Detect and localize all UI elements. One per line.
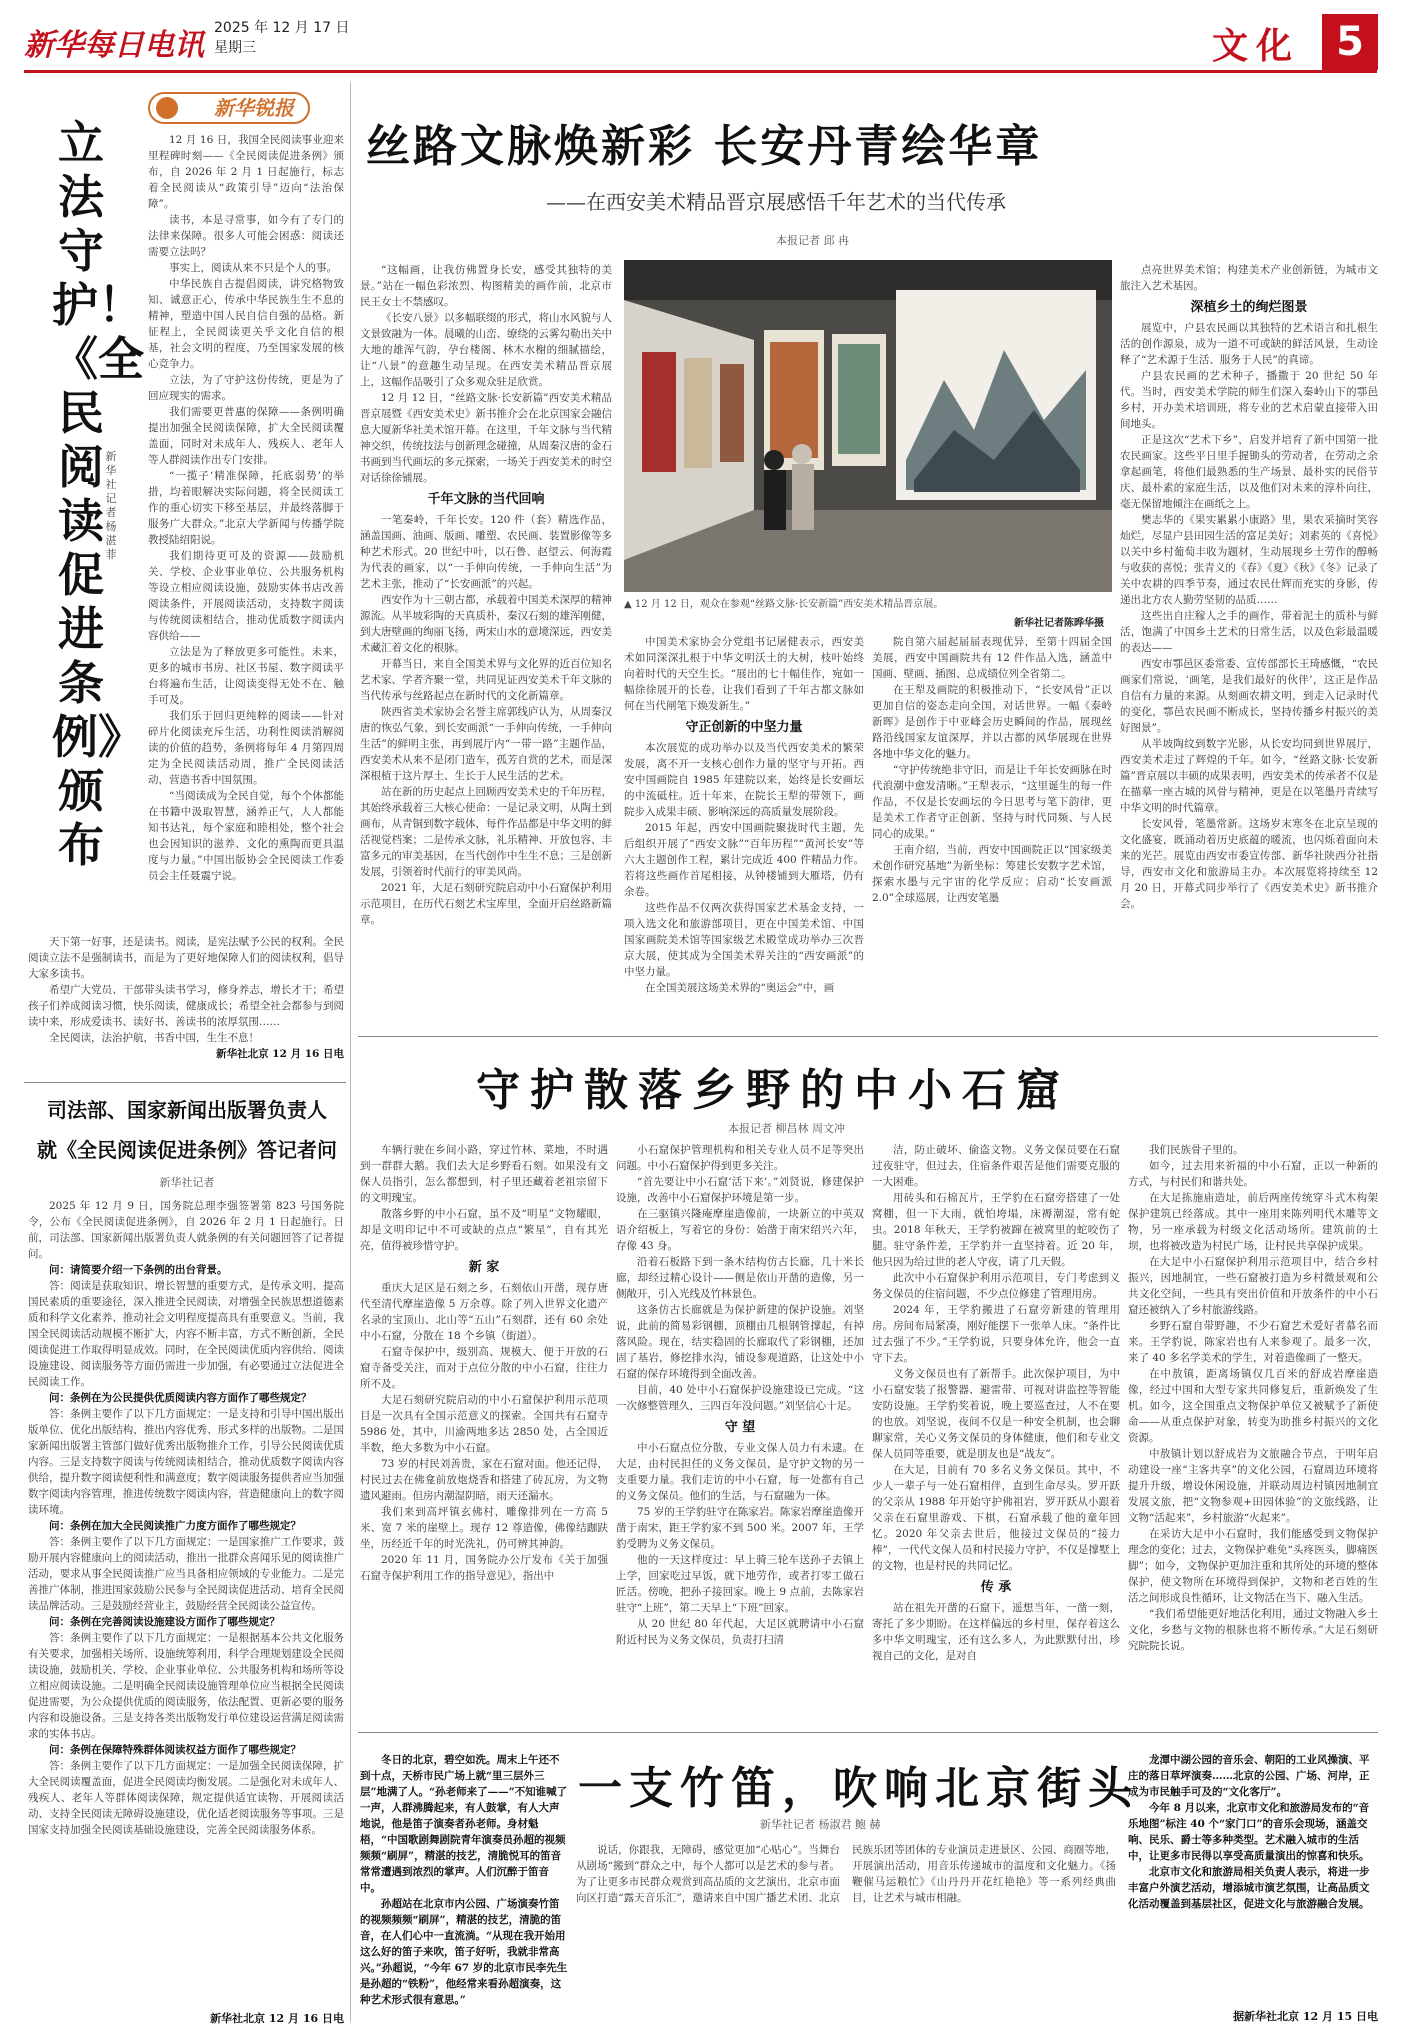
qa-paragraph: 2025 年 12 月 9 日，国务院总理李强签署第 823 号国务院令，公布《全民阅读促进条例》，自 2026 年 2 月 1 日起施行。日前，司法部、国家新闻出版署负责人就条例的有关问题回答了记者提问。 xyxy=(28,1200,344,1260)
editorial-paragraph: 立法是为了释放更多可能性。未来，更多的城市书房、社区书屋、数字阅读平台将遍布生活，让阅读变得无处不在、触手可及。 xyxy=(148,646,344,706)
article-paragraph: 从 20 世纪 80 年代起，大足区就聘请中小石窟附近村民为义务文保员，负责打扫清 xyxy=(616,1618,864,1646)
section-name: 文化 xyxy=(1212,25,1301,67)
editorial-title: 立法守护！《全民阅读促进条例》颁布 xyxy=(52,116,144,872)
article-paragraph: 2015 年起，西安中国画院聚拢时代主题，先后组织开展了“西安文脉”“百年历程”“黄河长安”等六大主题创作工程，累计完成近 400 件精品力作。若将这些画作首尾相接，从钟楼铺到大雁塔，仍有余卷。 xyxy=(624,822,864,898)
grotto-article-title: 守护散落乡野的中小石窟 xyxy=(476,1065,1070,1116)
qa-question: 问：请简要介绍一下条例的出台背景。 xyxy=(49,1264,228,1276)
editorial-paragraph: 读书，本是寻常事，如今有了专门的法律来保障。很多人可能会困惑：阅读还需要立法吗？ xyxy=(148,214,344,258)
editorial-paragraph: 希望广大党员、干部带头读书学习，修身养志，增长才干；希望孩子们养成阅读习惯，快乐阅读，健康成长；希望全社会都参与到阅读中来，形成爱读书、读好书、善读书的浓厚氛围…… xyxy=(28,984,344,1028)
article-paragraph: 2020 年 11 月，国务院办公厅发布《关于加强石窟寺保护利用工作的指导意见》，指出中 xyxy=(360,1554,608,1582)
masthead-date xyxy=(214,18,350,58)
article-paragraph: 散落乡野的中小石窟，虽不及“明星”文物耀眼，却是文明印记中不可或缺的点点“繁星”，自有其光亮，值得被珍惜守护。 xyxy=(360,1208,608,1252)
editorial-paragraph: “一揽子‘精准保障，托底弱势’的举措，均着眼解决实际问题，将全民阅读工作的重心切实下移至基层，并最终落脚于服务广大群众。”北京大学新闻与传播学院教授陆绍阳说。 xyxy=(148,470,344,546)
article-paragraph: 石窟寺保护中，级别高、规模大、便于开放的石窟寺备受关注，而对于点位分散的中小石窟，往往力所不及。 xyxy=(360,1346,608,1390)
article-paragraph: 西安市鄠邑区委常委、宣传部部长王琦感慨，“农民画家们常说，‘画笔，是我们最好的伙伴’，这正是作品自信有力量的来源。从刻画农耕文明，到走入记录时代的变化，鄠邑农民画不断成长，坚持传播乡村振兴的美好图景”。 xyxy=(1120,658,1378,734)
article-paragraph: 在全国美展这场美术界的“奥运会”中，画 xyxy=(645,982,835,994)
article-paragraph: 本次展览的成功举办以及当代西安美术的繁荣发展，离不开一支核心创作力量的坚守与开拓。西安中国画院自 1985 年建院以来，始终是长安画坛的中流砥柱。近十年来，在院长王犁的带领下，画院步入成果丰硕、影响深远的高质量发展阶段。 xyxy=(624,742,864,818)
article-paragraph: 73 岁的村民刘善贵，家在石窟对面。他还记得，村民过去在佛龛前放炮烧香和搭建了砖瓦房，为文物遗风避雨。但房内潮湿阴暗，雨天还漏水。 xyxy=(360,1458,608,1502)
photo-credit: 新华社记者陈晔华摄 xyxy=(1014,618,1104,629)
article-paragraph: 陕西省美术家协会名誉主席郭线庐认为，从周秦汉唐的恢弘气象，到长安画派“一手伸向传统，一手伸向生活”的鲜明主张，再到展厅内“一带一路”主题作品，西安美术从来不是闭门造车，孤芳自赏的艺术，而是深深根植于这片厚土、生长于人民生活的艺术。 xyxy=(360,706,612,782)
article-paragraph: 这些作品不仅两次获得国家艺术基金支持，一项入选文化和旅游部项目，更在中国美术馆、中国国家画院美术馆等国家级艺术殿堂成功举办三次晋京大展，使其成为全国美术界关注的“西安画派”的中坚力量。 xyxy=(624,902,864,978)
article-paragraph: 沿着石板路下到一条木结构仿古长廊，几十米长廊，却经过精心设计——侧是依山开凿的造像，另一侧敞开，引入光线及竹林景色。 xyxy=(616,1256,864,1300)
article-paragraph: 开幕当日，来自全国美术界与文化界的近百位知名艺术家、学者齐聚一堂，共同见证西安美术千年文脉的当代传承与丝路起点在新时代的文化新篇章。 xyxy=(360,658,612,702)
flute-article-body xyxy=(576,1842,1116,2024)
grotto-article-col3 xyxy=(872,1142,1120,1714)
article-paragraph: 说话，你跟我，无障碍，感觉更加“心贴心”。当舞台从剧场“搬到”群众之中，每个人都可以是艺术的参与者。为了让更多市民群众观赏到高品质的文艺演出，北京市面向区打造“露天音乐汇”，邀请来自中国广播艺术团、北京民族乐团等团体的专业演员走进景区、公园、商圈等地，开展演出活动，用音乐传递城市的温度和文化魅力。《扬鞭催马运粮忙》《山丹丹开花红艳艳》等一系列经典曲目，让艺术与城市相融。 xyxy=(576,1844,1116,1904)
article-subheading: 新 家 xyxy=(468,1260,500,1275)
editorial-paragraph: 中华民族自古提倡阅读，讲究格物致知、诚意正心，传承中华民族生生不息的精神，塑造中国人民自信自强的品格。新征程上，全民阅读更关乎文化自信的根基，社会文明的程度，乃至国家发展的核心竞争力。 xyxy=(148,278,344,370)
badge-label: 新华锐报 xyxy=(214,96,294,120)
gallery-scene-illustration xyxy=(624,260,1112,592)
editorial-paragraph: “当阅读成为全民自觉，每个个体都能在书籍中汲取智慧，涵养正气，人人都能知书达礼，每个家庭和睦相处，整个社会也会因知识的滋养、文化的熏陶而更具温度与力量。”中国出版协会全民阅读工作委员会主任聂震宁说。 xyxy=(148,790,344,882)
article-paragraph: 中小石窟点位分散，专业文保人员力有未逮。在大足，由村民担任的义务文保员，是守护文物的另一支重要力量。我们走访的中小石窟，每一处都有自己的义务文保员。他们的生活，与石窟融为一体。 xyxy=(616,1442,864,1502)
qa-question: 问：条例在为公民提供优质阅读内容方面作了哪些规定？ xyxy=(49,1392,312,1404)
editorial-byline: 新华社记者 杨湛菲 xyxy=(105,450,117,561)
article-paragraph: 车辆行驶在乡间小路，穿过竹林、菜地，不时遇到一群群大鹅。我们去大足乡野看石刻。如果没有文保人员指引，怎么都想到，村子里还藏着老祖宗留下的文明瑰宝。 xyxy=(360,1144,608,1204)
article-paragraph: 此次中小石窟保护利用示范项目，专门考虑到义务文保员的住宿问题，不少点位修建了管理用房。 xyxy=(872,1272,1120,1300)
speaker-icon xyxy=(156,97,178,119)
article-subheading: 传 承 xyxy=(980,1580,1012,1595)
article-paragraph: 西安作为十三朝古都，承载着中国美术深厚的精神源流。从半坡彩陶的天真质朴，秦汉石刻的雄浑刚健，到大唐壁画的绚丽飞扬，两宋山水的意境深远，西安美术藏汇着文化的根脉。 xyxy=(360,594,612,654)
grotto-article-byline: 本报记者 柳昌林 周文冲 xyxy=(728,1122,845,1135)
newspaper-logo: 新华每日电讯 xyxy=(24,28,204,63)
main-article-col5 xyxy=(1120,262,1378,1018)
photo-caption: ▲ 12 月 12 日，观众在参观“丝路文脉·长安新篇”西安美术精品晋京展。 xyxy=(624,599,944,610)
article-paragraph: 一笔秦岭，千年长安。120 件（套）精选作品，涵盖国画、油画、版画、雕塑、农民画、装置影像等多种艺术形式。20 世纪中叶，以石鲁、赵望云、何海霞为代表的画家，以“一手伸向传统，一手伸向生活”为艺术主张，推动了“长安画派”的兴起。 xyxy=(360,514,612,590)
article-paragraph: 他的一天这样度过：早上骑三轮车送孙子去镇上上学，回家吃过早饭，就下地劳作，或者打零工做石匠活。傍晚，把孙子接回家。晚上 9 点前，去陈家岩驻守“上班”，第二天早上“下班”回家。 xyxy=(616,1554,864,1614)
flute-article-signoff: 据新华社北京 12 月 15 日电 xyxy=(1233,2010,1378,2023)
article-paragraph: 中国美术家协会分党组书记屠健表示，西安美术如同深深扎根于中华文明沃土的大树，枝叶始终向着时代的天空生长。“展出的七十幅佳作，宛如一幅徐徐展开的长卷，让我们看到了千年古都文脉如何在当代闸笔下焕发新生。” xyxy=(624,636,864,712)
section-divider xyxy=(358,1732,1378,1733)
editorial-body-tail xyxy=(28,934,344,1060)
section-divider xyxy=(358,1036,1378,1037)
article-paragraph: 重庆大足区是石刻之乡，石刻依山开凿，现存唐代至清代摩崖造像 5 万余尊。除了列入世界文化遗产名录的宝顶山、北山等“五山”石刻群，还有 60 余处中小石窟，分散在 18 个乡镇（街道）。 xyxy=(360,1282,608,1342)
main-article-col3 xyxy=(624,634,864,1018)
qa-answer: 答：条例主要作了以下几方面规定：一是根据基本公共文化服务有关要求，加强相关场所、设施统筹利用，科学合理规划建设全民阅读设施，鼓励机关、学校、企业事业单位、公共服务机构和场所等设立相应阅读设施。二是明确全民阅读设施管理单位应当根据全民阅读促进需要，为公众提供优质的阅读服务，依法配置、更新必要的服务内容和设施设备。三是支持各类出版物发行单位建设运营满足阅读需求的实体书店。 xyxy=(28,1632,344,1740)
article-paragraph: “我们希望能更好地活化利用，通过文物融入乡土文化，乡愁与文物的根脉也将不断传承。”大足石刻研究院院长说。 xyxy=(1128,1608,1378,1652)
article-paragraph: 在中敖镇，距离场镇仅几百米的舒成岩摩崖造像，经过中国和大型专家共同修复后，重新焕发了生机。如今，这全国重点文物保护单位又被赋予了新使命——从重点保护对象，转变为助推乡村振兴的文化资源。 xyxy=(1128,1368,1378,1444)
grotto-article-col2 xyxy=(616,1142,864,1714)
article-paragraph: 目前，40 处中小石窟保护设施建设已完成。“这一次修整管理久，三四百年没问题。”刘坚信心十足。 xyxy=(616,1384,864,1412)
main-article-col1 xyxy=(360,262,612,1018)
article-paragraph: 在大足中小石窟保护利用示范项目中，结合乡村振兴，因地制宜，一些石窟被打造为乡村微景观和公共文化空间，一些具有突出价值和开放条件的中小石窟还被纳入了乡村旅游线路。 xyxy=(1128,1256,1378,1316)
article-paragraph: 长安风骨，笔墨常新。这场岁末寒冬在北京呈现的文化盛宴，既涌动着历史底蕴的暖流，也闪烁着面向未来的光芒。展览由西安市委宣传部、新华社陕西分社指导，西安市文化和旅游局主办。本次展览将持续至 12 月 20 日，开幕式同步举行了《西安美术史》新书推介会。 xyxy=(1120,818,1378,910)
qa-article-title-1: 司法部、国家新闻出版署负责人 xyxy=(47,1098,327,1122)
exhibition-photo xyxy=(624,260,1112,592)
issue-weekday: 星期三 xyxy=(214,40,256,56)
article-paragraph: 如今，过去用来祈福的中小石窟，正以一种新的方式，与村民们和谐共处。 xyxy=(1128,1160,1378,1188)
article-paragraph: “守护传统绝非守旧，而是让千年长安画脉在时代浪潮中愈发清晰。”王犁表示，“这里诞生的每一件作品，不仅是长安画坛的今日思考与笔下韵律，更是美术工作者守正创新、坚持与时代同频、与人民同心的成果。” xyxy=(872,764,1112,840)
flute-lead-left xyxy=(360,1752,568,2024)
article-paragraph: 洁，防止破坏、偷盗文物。义务文保员要在石窟过夜驻守，但过去，住宿条件艰苦是他们需要克服的一大困难。 xyxy=(872,1144,1120,1188)
article-paragraph: 在大足，目前有 70 多名义务文保员。其中，不少人一辈子与一处石窟相伴，直到生命尽头。罗开跃的父亲从 1988 年开始守护佛祖岩，罗开跃从小跟着父亲在石窟里游戏、下棋，石窟承载了他的童年回忆。2020 年父亲去世后，他接过文保员的“接力棒”，一代代文保人员和村民接力守护，不仅是撑墅上的文物，也是村民的共同记忆。 xyxy=(872,1464,1120,1572)
article-paragraph: 2024 年，王学豹搬进了石窟旁新建的管理用房。房间布局紧凑，刚好能摆下一张单人床。“条件比过去强了不少。”王学豹说，只要身体允许，他会一直守下去。 xyxy=(872,1304,1120,1364)
qa-article-title-2: 就《全民阅读促进条例》答记者问 xyxy=(37,1138,337,1162)
editorial-paragraph: 我们期待更可及的资源——鼓励机关、学校、企业事业单位、公共服务机构等设立相应阅读设施，鼓励实体书店改善阅读条件，开展阅读活动，支持数字阅读与传统阅读相结合，推动优质数字阅读内容供给—— xyxy=(148,550,344,642)
grotto-article-col4 xyxy=(1128,1142,1378,1714)
editorial-signoff: 新华社北京 12 月 16 日电 xyxy=(216,1048,344,1060)
article-paragraph: 小石窟保护管理机构和相关专业人员不足等突出问题。中小石窟保护得到更多关注。 xyxy=(616,1144,864,1172)
editorial-body xyxy=(148,132,344,934)
grotto-article-col1 xyxy=(360,1142,608,1714)
article-paragraph: 在王犁及画院的积极推动下，“长安风骨”正以更加自信的姿态走向全国，对话世界。一幅《泰岭新晖》是创作于中亚峰会历史瞬间的作品，展现丝路沿线国家友谊深厚，并以古都的风华展现在世界各地中华文化的魅力。 xyxy=(872,684,1112,760)
section-divider xyxy=(24,1082,346,1083)
article-paragraph: “这幅画，让我仿佛置身长安，感受其独特的美景。”站在一幅色彩浓烈、构图精美的画作前，北京市民王女士不禁感叹。 xyxy=(360,264,612,308)
article-paragraph: 今年 8 月以来，北京市文化和旅游局发布的“音乐地图”标注 40 个“家门口”的音乐会现场，涵盖交响、民乐、爵士等多种类型。艺术融入城市的生活中，让更多市民得以享受高质量演出的惊喜和快乐。 xyxy=(1128,1802,1370,1862)
article-subheading: 守正创新的中坚力量 xyxy=(685,720,803,735)
qa-question: 问：条例在保障特殊群体阅读权益方面作了哪些规定？ xyxy=(49,1744,301,1756)
article-paragraph: 户县农民画的艺术种子，播撒于 20 世纪 50 年代。当时，西安美术学院的师生们深入秦岭山下的鄠邑乡村，开办美术培训班，将专业的艺术启蒙直接带入田间地头。 xyxy=(1120,370,1378,430)
masthead-rule xyxy=(24,70,1377,73)
xinhua-commentary-badge xyxy=(148,92,310,124)
article-paragraph: 我们民族骨子里的。 xyxy=(1149,1144,1244,1156)
article-paragraph: 用砖头和石棉瓦片，王学豹在石窟旁搭建了一处窝棚，但一下大雨，就怕垮塌，床褥潮湿，常有蛇虫。2018 年秋天，王学豹被蹿在被窝里的蛇咬伤了腿。驻守条件差，王学豹并一直坚持着。近 20 年，他只因为给过世的老人守夜，请了几天假。 xyxy=(872,1192,1120,1268)
qa-answer: 答：条例主要作了以下几方面规定：一是加强全民阅读保障，扩大全民阅读覆盖面，促进全民阅读均衡发展。二是强化对未成年人、残疾人、老年人等群体阅读保障，规定提供适宜读物、开展阅读活动、支持全民阅读无障碍设施建设，优化适老阅读服务等事项。三是国家支持加强全民阅读基础设施建设，完善全民阅读服务体系。 xyxy=(28,1760,344,1836)
article-paragraph: 义务文保员也有了新帮手。此次保护项目，为中小石窟安装了报警器、避雷带、可视对讲监控等智能安防设施。王学豹奖着说，晚上要巡查过，人不在要的也放。刘坚说，夜间不仅是一种安全机制，也会聊聊家常，关心义务文保员的身体健康，他们和专业文保人员同等重要，就是朋友也是“战友”。 xyxy=(872,1368,1120,1460)
editorial-paragraph: 我们需要更普惠的保障——条例明确提出加强全民阅读保障，扩大全民阅读覆盖面，同时对未成年人、残疾人、老年人等人群阅读作出专门安排。 xyxy=(148,406,344,466)
qa-question: 问：条例在加大全民阅读推广力度方面作了哪些规定？ xyxy=(49,1520,301,1532)
main-article-subtitle: ——在西安美术精品晋京展感悟千年艺术的当代传承 xyxy=(546,190,1006,214)
article-paragraph: 75 岁的王学豹驻守在陈家岩。陈家岩摩崖造像开凿于南宋，距王学豹家不到 500 米。2007 年，王学豹受聘为义务文保员。 xyxy=(616,1506,864,1550)
article-subheading: 深植乡土的绚烂图景 xyxy=(1190,300,1308,315)
article-paragraph: 展览中，户县农民画以其独特的艺术语言和扎根生活的创作源泉，成为一道不可或缺的鲜活风景，生动诠释了“艺术源于生活、服务于人民”的真谛。 xyxy=(1120,322,1378,366)
article-paragraph: 在三驱镇兴隆庵摩崖造像前，一块新立的中英双语介绍板上，写着它的身份：始凿于南宋绍兴六年，存像 43 身。 xyxy=(616,1208,864,1252)
page-number: 5 xyxy=(1322,14,1378,70)
masthead xyxy=(0,0,1401,80)
qa-answer: 答：条例主要作了以下几方面规定：一是国家推广工作要求，鼓励开展内容健康向上的阅读活动，推出一批群众喜闻乐见的阅读推广活动，要求从事全民阅读推广应当具备相应领域的专业能力。二是完善推广体制，推进国家鼓励公民参与全民阅读促进活动、培育全民阅读品牌活动。三是鼓励经营业主，鼓励经营全民阅读公益宣传。 xyxy=(28,1536,344,1612)
article-subheading: 守 望 xyxy=(724,1420,756,1435)
flute-article-title: 一支竹笛，吹响北京街头 xyxy=(578,1763,1139,1814)
article-paragraph: 正是这次“艺术下乡”，启发并培育了新中国第一批农民画家。这些平日里手握锄头的劳动者，在劳动之余拿起画笔，将他们最熟悉的生产场景、最朴实的民俗节庆、最朴素的家庭生活，以及他们对未来的淳朴向往，毫无保留地倾注在画纸之上。 xyxy=(1120,434,1378,510)
article-paragraph: 冬日的北京，碧空如洗。周末上午还不到十点，天桥市民广场上就“里三层外三层”地满了人。“孙老师来了——”不知谁喊了一声，人群沸腾起来，有人鼓掌，有人大声地说，他是笛子演奏者孙老师。身材魁梧，“中国歌剧舞剧院青年演奏员孙超的视频频频“刷屏”，精湛的技艺，清脆悦耳的笛音常常遭遇到浓烈的掌声。人们沉醉于笛音中。 xyxy=(360,1754,568,1894)
editorial-paragraph: 全民阅读，法治护航，书香中国，生生不息！ xyxy=(49,1032,259,1044)
main-article-byline: 本报记者 邱 冉 xyxy=(776,234,849,247)
editorial-paragraph: 天下第一好事，还是读书。阅读，是宪法赋予公民的权利。全民阅读立法不是强制读书，而是为了更好地保障人们的阅读权利，倡导大家多读书。 xyxy=(28,936,344,980)
article-paragraph: 站在新的历史起点上回顾西安美术史的千年历程，其始终承载着三大核心使命：一是记录文明，从陶土到画布，从青铜到数字载体，每件作品都是中华文明的鲜活视觉档案；二是传承文脉，礼乐精神、开放包容、丰富多元的审美基因，在当代创作中生生不息；三是创新发展，引领着时代前行的审美风尚。 xyxy=(360,786,612,878)
article-paragraph: 在大足拣施庙造址，前后两座传统穿斗式木构架保护建筑已经落成。其中一座用来陈列明代木雕等文物，另一座承载为村级文化活动场所。建筑前的土坝，也将被改造为村民广场，让村民共享保护成果。 xyxy=(1128,1192,1378,1252)
article-paragraph: 大足石刻研究院启动的中小石窟保护利用示范项目是一次具有全国示范意义的探索。全国共有石窟寺 5986 处，其中，川渝两地多达 2850 处，占全国近半数，绝大多数为中小石窟。 xyxy=(360,1394,608,1454)
article-paragraph: 中敖镇计划以舒成岩为文旅融合节点，于明年启动建设一座“主客共享”的文化公园，石窟周边环境将提升升级，增设休闲设施，并联动周边村镇因地制宜发展文旅，把“文物参观+田园体验”的文旅线路，让文物“活起来”，乡村旅游“火起来”。 xyxy=(1128,1448,1378,1524)
qa-article-signoff: 新华社北京 12 月 16 日电 xyxy=(210,2012,344,2025)
editorial-paragraph: 立法，为了守护这份传统，更是为了回应现实的需求。 xyxy=(148,374,344,402)
article-paragraph: 院自第六届起届届表现优异，至第十四届全国美展，西安中国画院共有 12 件作品入选，涵盖中国画、壁画、插图、总成绩位列全省第二。 xyxy=(872,636,1112,680)
article-subheading: 千年文脉的当代回响 xyxy=(427,492,545,507)
article-paragraph: 在采访大足中小石窟时，我们能感受到文物保护理念的变化；过去，文物保护难免“头疼医头，脚痛医脚”；如今，文物保护更加注重和其所处的环境的整体保护，使文物所在环境得到保护，文物和老百姓的生活之间形成良性循环，让文物活在当下、融入生活。 xyxy=(1128,1528,1378,1604)
article-paragraph: 我们来到高坪镇玄佛村，雕像排列在一方高 5 米、宽 7 米的崖壁上。现存 12 尊造像，佛像结跏趺坐，历经近千年的时光洗礼，仍可辨其神韵。 xyxy=(360,1506,608,1550)
article-paragraph: 孙超站在北京市内公园、广场演奏竹笛的视频频频“刷屏”，精湛的技艺，清脆的笛音，在人们心中一直流淌。“从现在我开始用这么好的笛子来吹，笛子好听，我就非常高兴。”孙超说，“今年 67 岁的北京市民李先生是孙超的“铁粉”，他经常来看孙超演奏，这种艺术形式很有意思。” xyxy=(360,1898,568,2006)
flute-article-byline: 新华社记者 杨淑君 鲍 赫 xyxy=(760,1818,881,1831)
article-paragraph: 樊志华的《果实累累小康路》里，果农采摘时笑容灿烂，尽显户县田园生活的富足美好；刘素英的《喜悦》以关中乡村葡萄丰收为题材，生动展现乡土劳作的醇畅与收获的喜悦；张青义的《春》《夏》《秋》《冬》记录了关中农耕的四季节奏，通过农民仕辉而充实的身影，传递出北方农人勤劳坚韧的品质…… xyxy=(1120,514,1378,606)
editorial-paragraph: 12 月 16 日，我国全民阅读事业迎来里程碑时刻——《全民阅读促进条例》颁布，自 2026 年 2 月 1 日起施行，标志着全民阅读从“政策引导”迈向“法治保障”。 xyxy=(148,134,344,210)
article-paragraph: 12 月 12 日，“丝路文脉·长安新篇”西安美术精品晋京展暨《西安美术史》新书推介会在北京国家会融信息大厦新华社美术馆开幕。在这里，千年文脉与当代精神交织，传统技法与创新理念碰撞，从周秦汉唐的金石书画到当代画坛的多元探索，一场关于西安美术的时空对话徐徐铺展。 xyxy=(360,392,612,484)
main-article-col4 xyxy=(872,634,1112,1018)
editorial-paragraph: 事实上，阅读从来不只是个人的事。 xyxy=(169,262,337,274)
article-paragraph: 王南介绍，当前，西安中国画院正以“国家级美术创作研究基地”为新坐标：筹建长安数字艺术馆，探索水墨与元宇宙的化学反应；启动“长安画派 2.0”全球巡展，让西安笔墨 xyxy=(872,844,1112,904)
article-paragraph: 龙潭中湖公园的音乐会、朝阳的工业风操演、平庄的落日草坪演奏……北京的公园、广场、河岸，正成为市民触手可及的“文化客厅”。 xyxy=(1128,1754,1370,1798)
qa-answer: 答：阅读是获取知识、增长智慧的重要方式，是传承文明、提高国民素质的重要途径，深入推进全民阅读，对增强全民族思想道德素质和科学文化素养、推动社会文明程度提高具有重要意义。当前，我国全民阅读活动规模不断扩大，内容不断丰富，方式不断创新，全民阅读促进工作取得明显成效。同时，在全民阅读优质内容供给、阅读设施建设、阅读服务等方面仍需进一步加强，有必要通过立法促进全民阅读工作。 xyxy=(28,1280,344,1388)
article-paragraph: 《长安八景》以多幅联缀的形式，将山水风貌与人文景致融为一体。晨曦的山峦、缭绕的云雾勾勒出关中大地的雄浑气韵，孕台楼阁、林木水榭的细腻描绘，让“八景”的意趣生动呈现。在西安美术精品晋京展上，这幅作品吸引了众多观众驻足欣赏。 xyxy=(360,312,612,388)
article-paragraph: 这条仿古长廊就是为保护新建的保护设施。刘坚说，此前的简易彩钢棚，顶棚由几根钢管撑起，有掉落风险。现在，结实稳固的长廊取代了彩钢棚，还加固了基岩，修挖排水沟，铺设参观道路，让这处中小石窟的保存环境得到全面改善。 xyxy=(616,1304,864,1380)
article-paragraph: 乡野石窟自带野趣，不少石窟艺术爱好者慕名而来。王学豹说，陈家岩也有人来参观了。最多一次，来了 40 多名学美术的学生，对着造像画了一整天。 xyxy=(1128,1320,1378,1364)
column-divider xyxy=(350,82,351,2022)
qa-article-byline: 新华社记者 xyxy=(159,1176,215,1189)
flute-lead-right xyxy=(1128,1752,1378,2004)
editorial-paragraph: 我们乐于回归更纯粹的阅读——针对碎片化阅读充斥生活，功利性阅读消解阅读的价值的趋势，条例将每年 4 月第四周定为全民阅读活动周，推广全民阅读活动，营造书香中国氛围。 xyxy=(148,710,344,786)
qa-question: 问：条例在完善阅读设施建设方面作了哪些规定？ xyxy=(49,1616,280,1628)
qa-article-body xyxy=(28,1198,344,2008)
article-paragraph: 点亮世界美术馆；构建美术产业创新链，为城市文旅注入艺术基因。 xyxy=(1120,264,1378,292)
article-paragraph: 站在祖先开凿的石窟下，遥想当年，一凿一刻，寄托了多少期盼。在这样偏远的乡村里，保存着这么多中华文明瑰宝，还有这么多人，为此默默付出，珍视自己的文化，是对自 xyxy=(872,1602,1120,1662)
issue-date: 2025 年 12 月 17 日 xyxy=(214,20,350,36)
article-paragraph: “首先要让中小石窟‘活下来’。”刘贤说，修建保护设施，改善中小石窟保护环境是第一步。 xyxy=(616,1176,864,1204)
article-paragraph: 北京市文化和旅游局相关负责人表示，将进一步丰富户外演艺活动，增添城市演艺氛围，让高品质文化活动覆盖到基层社区，促进文化与旅游融合发展。 xyxy=(1128,1866,1370,1910)
main-article-title: 丝路文脉焕新彩 长安丹青绘华章 xyxy=(366,121,1043,172)
qa-answer: 答：条例主要作了以下几方面规定：一是支持和引导中国出版出版单位、优化出版结构，推出内容优秀、形式多样的出版物。二是国家新闻出版署主管部门做好优秀出版物推介工作，引导公民阅读优质内容。三是支持数字阅读与传统阅读相结合，推动优质数字阅读内容供给，提升数字阅读便利性和满意度；数字阅读服务提供者应当加强数字阅读内容管理，推进传统数字阅读内容，营造健康向上的数字阅读环境。 xyxy=(28,1408,344,1516)
article-paragraph: 这些出自庄稼人之手的画作，带着泥土的质朴与鲜活，饱满了中国乡土艺术的日常生活，以及色彩最温暖的表达—— xyxy=(1120,610,1378,654)
article-paragraph: 2021 年，大足石刻研究院启动中小石窟保护利用示范项目，在历代石刻艺术宝库里，全面开启丝路新篇章。 xyxy=(360,882,612,926)
article-paragraph: 从半坡陶纹到数字光影，从长安均同到世界展厅，西安美术走过了辉煌的千年。如今，“丝路文脉·长安新篇”晋京展以丰硕的成果表明，西安美术的传承者不仅是在描摹一座古城的风骨与精神，更是在以笔墨丹青续写中华文明的时代篇章。 xyxy=(1120,738,1378,814)
